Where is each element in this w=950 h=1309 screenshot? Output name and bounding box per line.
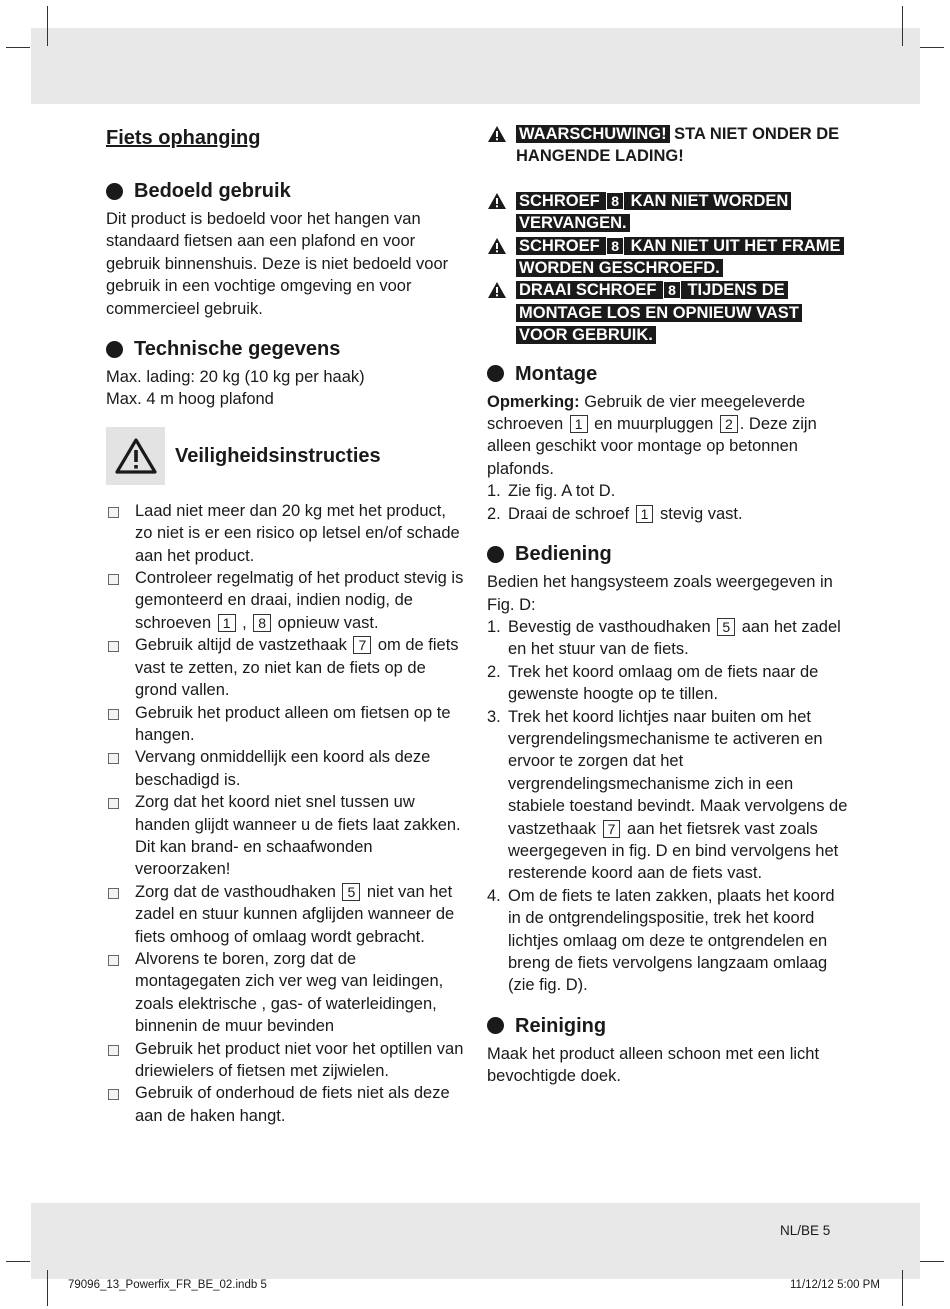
bullet-dot-icon [487,365,504,382]
square-bullet-icon [108,1089,119,1100]
warning-3: SCHROEF 8 KAN NIET UIT HET FRAME WORDEN GESCHROEFD. [487,235,849,280]
operation-steps [487,616,849,997]
part-number-badge: 1 [636,505,654,523]
montage-steps [487,480,849,525]
section-heading-cleaning [487,1011,849,1041]
list-item: Gebruik altijd de vastzethaak 7 om de fiets vast te zetten, zo niet kan de fiets op de grond vallen. [106,634,466,701]
warning-triangle-icon [106,427,165,485]
section-heading-text: Bedoeld gebruik [134,180,291,202]
part-number-badge: 8 [253,614,271,632]
square-bullet-icon [108,574,119,585]
square-bullet-icon [108,753,119,764]
list-item: 2. Draai de schroef 1 stevig vast. [487,504,743,523]
square-bullet-icon [108,507,119,518]
list-item: Vervang onmiddellijk een koord als deze beschadigd is. [106,746,466,791]
header-band [31,28,920,104]
part-number-badge: 5 [717,618,735,636]
square-bullet-icon [108,798,119,809]
list-item: Gebruik of onderhoud de fiets niet als deze aan de haken hangt. [106,1082,466,1127]
part-number-badge: 1 [218,614,236,632]
section-heading-text: Technische gegevens [134,338,341,361]
warning-triangle-icon [487,125,507,149]
section-heading-use [106,176,466,206]
square-bullet-icon [108,641,119,652]
bullet-dot-icon [487,1017,504,1034]
crop-mark [902,1270,903,1306]
list-item: 1. Bevestig de vasthoudhaken 5 aan het zadel en het stuur van de fiets. [487,617,841,659]
montage-note: Opmerking: Gebruik de vier meegeleverde schroeven 1 en muurpluggen 2 . Deze zijn alleen geschikt voor montage op betonnen plafonds. [487,392,817,478]
square-bullet-icon [108,955,119,966]
footer-band [31,1203,920,1279]
warning-1: WAARSCHUWING! STA NIET ONDER DE HANGENDE LADING! [487,123,849,168]
right-column [487,123,849,1088]
list-item: 2. Trek het koord omlaag om de fiets naar de gewenste hoogte op te tillen. [487,662,819,704]
crop-mark [47,1270,48,1306]
list-item: 1. Zie fig. A tot D. [487,482,616,501]
section-heading-text: Montage [515,362,598,385]
crop-mark [920,47,944,48]
section-heading-text: Bediening [515,543,612,566]
list-item: 3. Trek het koord lichtjes naar buiten om het vergrendelingsmechanisme te activeren en ervoor te zorgen dat het vergrendelingsmechanisme zich in een stabiele toestand bevindt. Maak vervolgens de vastzethaak 7 aan het fietsrek vast zoals weergegeven in fig. D en bind vervolgens het resterende koord aan de fiets vast. [487,707,848,883]
crop-mark [6,1261,30,1262]
crop-mark [6,47,30,48]
list-item: Laad niet meer dan 20 kg met het product, zo niet is er een risico op letsel en/of schade aan het product. [106,500,466,567]
part-number-badge: 5 [342,883,360,901]
print-slug-file: 79096_13_Powerfix_FR_BE_02.indb 5 [68,1279,267,1291]
section-heading-operation [487,539,849,569]
part-number-badge: 8 [606,192,624,210]
page-number: NL/BE 5 [780,1223,831,1238]
cleaning-text: Maak het product alleen schoon met een licht bevochtigde doek. [487,1044,820,1086]
list-item: Zorg dat de vasthoudhaken 5 niet van het zadel en stuur kunnen afglijden wanneer de fiets omhoog of omlaag wordt gebracht. [106,881,466,948]
tech-line-1: Max. lading: 20 kg (10 kg per haak) [106,368,365,387]
part-number-badge: 7 [353,636,371,654]
section-heading-montage [487,359,849,389]
safety-heading [106,427,466,485]
bullet-dot-icon [487,546,504,563]
part-number-badge: 2 [720,415,738,433]
part-number-badge: 1 [570,415,588,433]
list-item: Controleer regelmatig of het product stevig is gemonteerd en draai, indien nodig, de schroeven 1 , 8 opnieuw vast. [106,567,466,634]
operation-intro: Bedien het hangsysteem zoals weergegeven in Fig. D: [487,573,833,614]
warning-4: DRAAI SCHROEF 8 TIJDENS DE MONTAGE LOS EN OPNIEUW VAST VOOR GEBRUIK. [487,279,849,346]
part-number-badge: 8 [663,281,681,299]
crop-mark [920,1261,944,1262]
list-item: Zorg dat het koord niet snel tussen uw handen glijdt wanneer u de fiets laat zakken. Dit kan brand- en schaafwonden veroorzaken! [106,791,466,881]
page-title: Fiets ophanging [106,127,261,149]
crop-mark [902,6,903,46]
warning-triangle-icon [487,192,507,216]
warning-triangle-icon [487,281,507,305]
use-text: Dit product is bedoeld voor het hangen van standaard fietsen aan een plafond en voor gebruik binnenshuis. Deze is niet bedoeld voor gebruik in een vochtige omgeving en voor commercieel gebruik. [106,210,449,318]
list-item: Alvorens te boren, zorg dat de montagegaten zich ver weg van leidingen, zoals elektrische , gas- of waterleidingen, binnenin de muur bevinden [106,948,466,1038]
warning-2: SCHROEF 8 KAN NIET WORDEN VERVANGEN. [487,190,849,235]
list-item: Gebruik het product niet voor het optillen van driewielers of fietsen met zijwielen. [106,1038,466,1083]
section-heading-text: Reiniging [515,1014,607,1037]
left-column [106,123,466,1127]
square-bullet-icon [108,888,119,899]
part-number-badge: 8 [606,237,624,255]
print-slug-date: 11/12/12 5:00 PM [790,1279,880,1291]
safety-list [106,500,466,1127]
safety-title: Veiligheidsinstructies [175,444,381,467]
square-bullet-icon [108,709,119,720]
crop-mark [47,6,48,46]
tech-line-2: Max. 4 m hoog plafond [106,390,274,409]
section-heading-tech [106,334,466,364]
list-item: Gebruik het product alleen om fietsen op te hangen. [106,702,466,747]
bullet-dot-icon [106,183,123,200]
square-bullet-icon [108,1045,119,1056]
bullet-dot-icon [106,341,123,358]
warning-triangle-icon [487,237,507,261]
part-number-badge: 7 [603,820,621,838]
list-item: 4. Om de fiets te laten zakken, plaats het koord in de ontgrendelingspositie, trek het koord lichtjes omlaag om deze te ontgrendelen en breng de fiets vervolgens langzaam omlaag (zie fig. D). [487,886,835,995]
